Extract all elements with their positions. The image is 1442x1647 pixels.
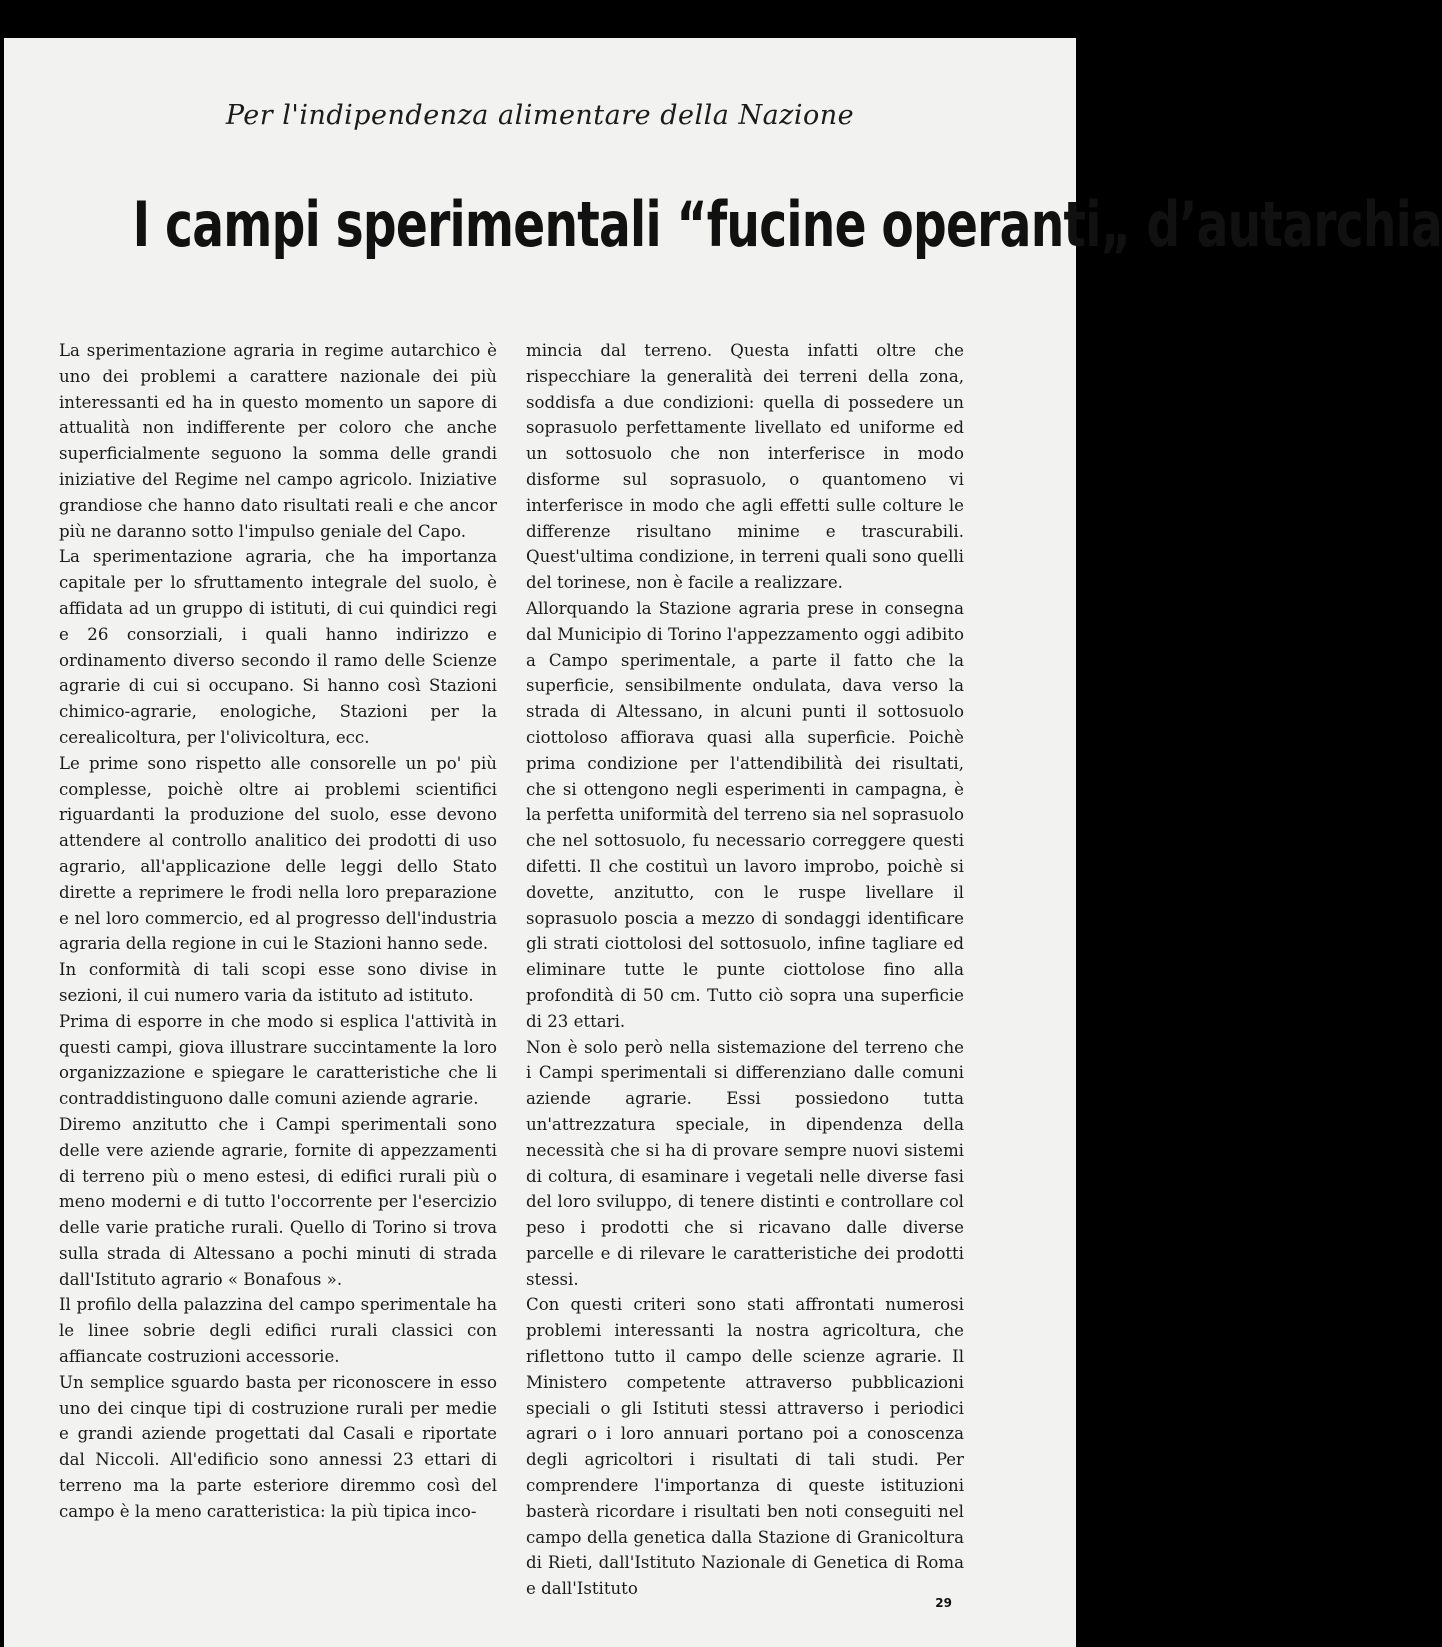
paragraph: Le prime sono rispetto alle consorelle un po' più complesse, poichè oltre ai problemi scientifici riguardanti la produzione del suolo, esse devono attendere al controllo analitico dei prodotti di uso agrario, all'applicazione delle leggi dello Stato dirette a reprimere le frodi nella loro preparazione e nel loro commercio, ed al progresso dell'industria agraria della regione in cui le Stazioni hanno sede. [59,753,497,954]
magazine-page [4,38,1442,1647]
paragraph: Allorquando la Stazione agraria prese in consegna dal Municipio di Torino l'appezzamento oggi adibito a Campo sperimentale, a parte il fatto che la superficie, sensibilmente ondulata, dava verso la strada di Altessano, in alcuni punti il sottosuolo ciottoloso affiorava quasi alla superficie. Poichè prima condizione per l'attendibilità dei risultati, che si ottengono negli esperimenti in campagna, è la perfetta uniformità del terreno sia nel soprasuolo che nel sottosuolo, fu necessario correggere questi difetti. Il che costituì un lavoro improbo, poichè si dovette, anzitutto, con le ruspe livellare il soprasuolo poscia a mezzo di sondaggi identificare gli strati ciottolosi del sottosuolo, infine tagliare ed eliminare tutte le punte ciottolose fino alla profondità di 50 cm. Tutto ciò sopra una superficie di 23 ettari. [526,598,964,1031]
paragraph: Con questi criteri sono stati affrontati numerosi problemi interessanti la nostra agricoltura, che riflettono tutto il campo delle scienze agrarie. Il Ministero competente attraverso pubblicazioni speciali o gli Istituti stessi attraverso i periodici agrari o i loro annuari portano poi a conoscenza degli agricoltori i risultati di tali studi. Per comprendere l'importanza di queste istituzioni basterà ricordare i risultati ben noti conseguiti nel campo della genetica dalla Stazione di Granicoltura di Rieti, dall'Istituto Nazionale di Genetica di Roma e dall'Istituto [526,1295,964,1599]
paragraph: Prima di esporre in che modo si esplica l'attività in questi campi, giova illustrare succintamente la loro organizzazione e spiegare le caratteristiche che li contraddistinguono dalle comuni aziende agrarie. [59,1011,497,1109]
paragraph: Il profilo della palazzina del campo sperimentale ha le linee sobrie degli edifici rurali classici con affiancate costruzioni accessorie. [59,1295,497,1367]
article-headline: I campi sperimentali “fucine operanti„ d’autarchia [132,188,1442,261]
paragraph: Non è solo però nella sistemazione del terreno che i Campi sperimentali si differenziano dalle comuni aziende agrarie. Essi possiedono tutta un'attrezzatura speciale, in dipendenza della necessità che si ha di provare sempre nuovi sistemi di coltura, di esaminare i vegetali nelle diverse fasi del loro sviluppo, di tenere distinti e controllare col peso i prodotti che si ricavano dalle diverse parcelle e di rilevare le caratteristiche dei prodotti stessi. [526,1037,964,1289]
paragraph: Un semplice sguardo basta per riconoscere in esso uno dei cinque tipi di costruzione rurali per medie e grandi aziende progettati dal Casali e riportate dal Niccoli. All'edificio sono annessi 23 ettari di terreno ma la parte esteriore diremmo così del campo è la meno caratteristica: la più tipica inco- [59,1372,497,1521]
left-column [59,338,497,1525]
paragraph: Diremo anzitutto che i Campi sperimentali sono delle vere aziende agrarie, fornite di appezzamenti di terreno più o meno estesi, di edifici rurali più o meno moderni e di tutto l'occorrente per l'esercizio delle varie pratiche rurali. Quello di Torino si trova sulla strada di Altessano a pochi minuti di strada dall'Istituto agrario « Bonafous ». [59,1114,497,1289]
article-kicker: Per l'indipendenza alimentare della Nazione [225,100,855,131]
paragraph: In conformità di tali scopi esse sono divise in sezioni, il cui numero varia da istituto ad istituto. [59,960,497,1005]
paragraph: La sperimentazione agraria, che ha importanza capitale per lo sfruttamento integrale del suolo, è affidata ad un gruppo di istituti, di cui quindici regi e 26 consorziali, i quali hanno indirizzo e ordinamento diverso secondo il ramo delle Scienze agrarie di cui si occupano. Si hanno così Stazioni chimico-agrarie, enologiche, Stazioni per la cerealicoltura, per l'olivicoltura, ecc. [59,547,497,747]
paragraph: mincia dal terreno. Questa infatti oltre che rispecchiare la generalità dei terreni della zona, soddisfa a due condizioni: quella di possedere un soprasuolo perfettamente livellato ed uniforme ed un sottosuolo che non interferisce in modo disforme sul soprasuolo, o quantomeno vi interferisce in modo che agli effetti sulle colture le differenze risultano minime e trascurabili. Quest'ultima condizione, in terreni quali sono quelli del torinese, non è facile a realizzare. [526,341,964,593]
page-number: 29 [935,1596,952,1610]
right-column [526,338,964,1602]
paragraph: La sperimentazione agraria in regime autarchico è uno dei problemi a carattere nazionale dei più interessanti ed ha in questo momento un sapore di attualità non indifferente per coloro che anche superficialmente seguono la somma delle grandi iniziative del Regime nel campo agricolo. Iniziative grandiose che hanno dato risultati reali e che ancor più ne daranno sotto l'impulso geniale del Capo. [59,341,497,541]
